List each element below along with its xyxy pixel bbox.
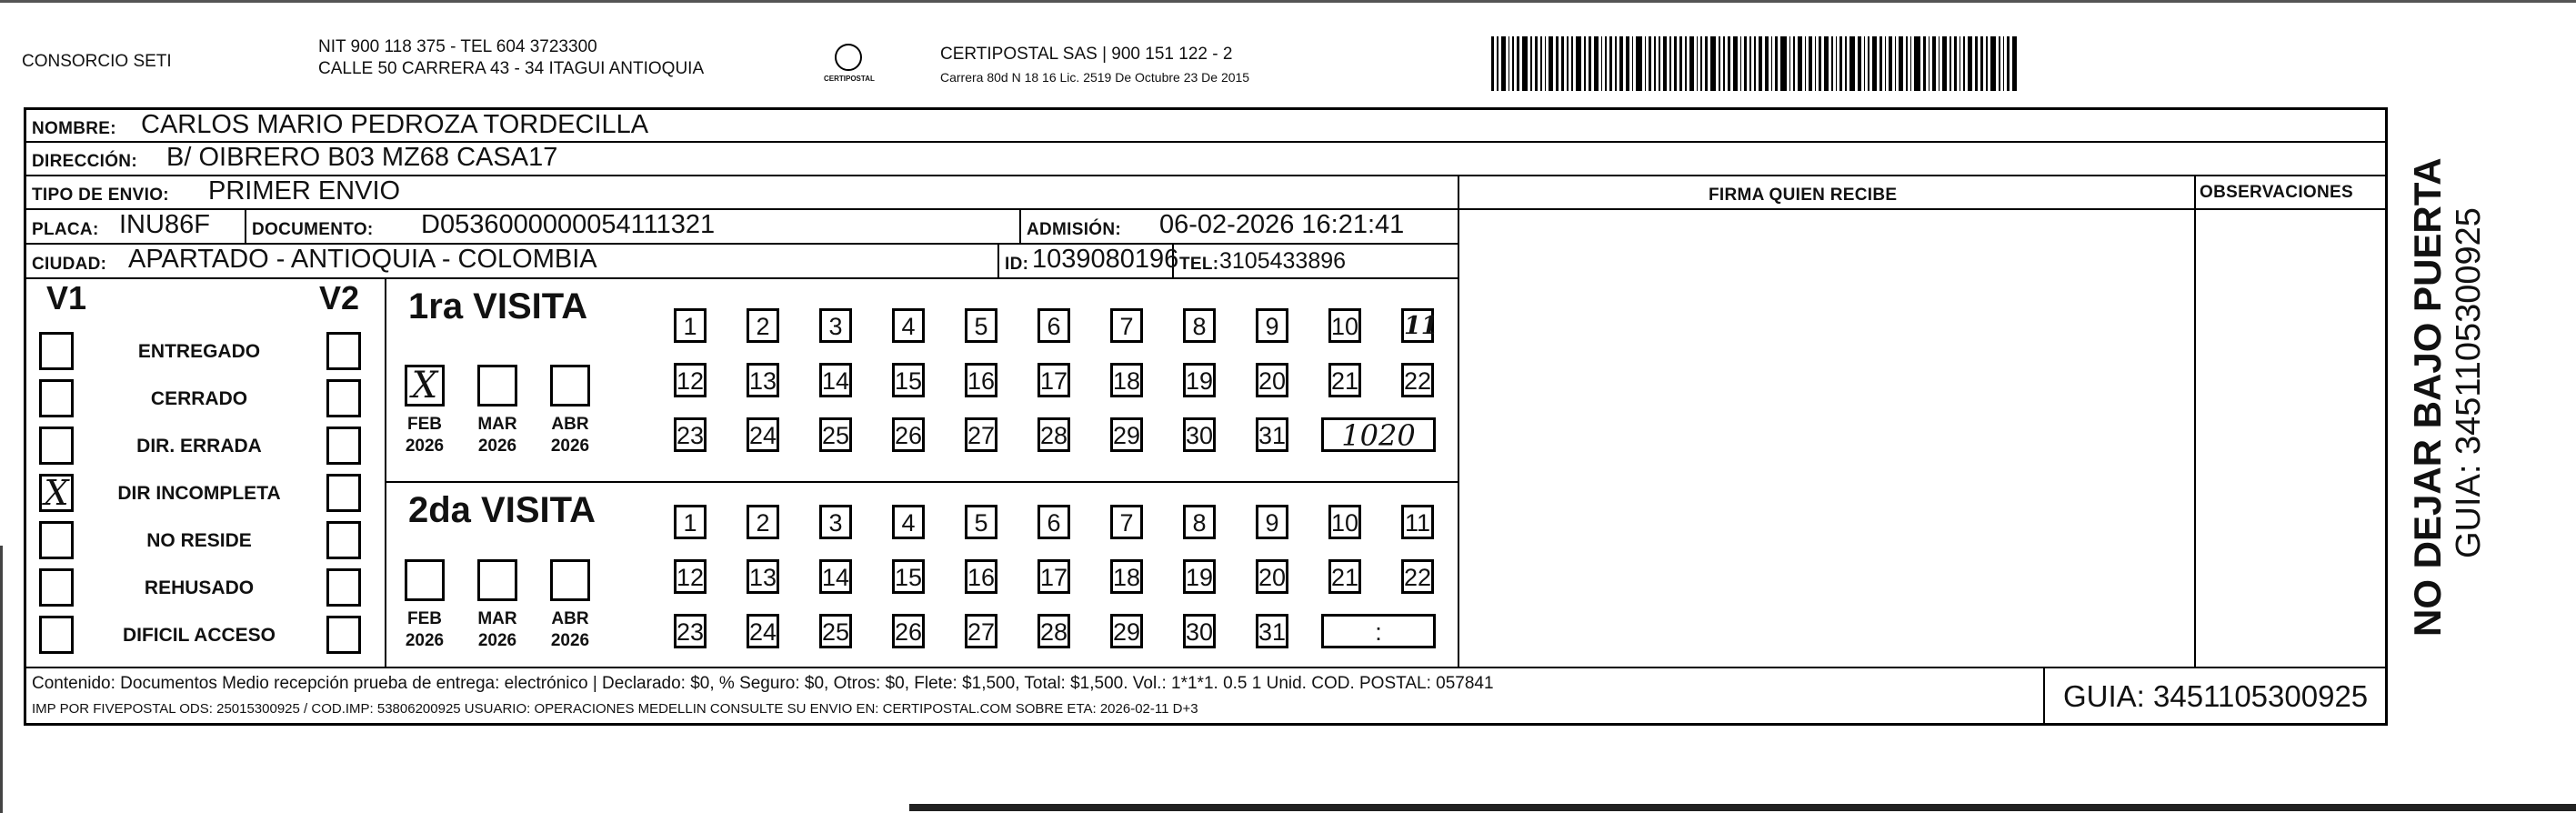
placa-label: PLACA:	[32, 220, 99, 239]
visit1-day-box[interactable]: 21	[1328, 363, 1361, 397]
imp-line: IMP POR FIVEPOSTAL ODS: 25015300925 / COD.IMP: 53806200925 USUARIO: OPERACIONES MEDELLIN CONSULTE SU ENVIO EN: CERTIPOSTAL.COM SOBRE ETA: 2026-02-11 D+3	[32, 701, 1198, 717]
address-line: CALLE 50 CARRERA 43 - 34 ITAGUI ANTIOQUIA	[318, 59, 705, 78]
visit1-day-box[interactable]: 19	[1183, 363, 1216, 397]
month-year: 2026	[550, 437, 590, 456]
visit1-title: 1ra VISITA	[408, 286, 588, 326]
v2-checkbox[interactable]	[326, 616, 361, 654]
status-option-label: CERRADO	[150, 388, 248, 409]
visit1-day-box[interactable]: 11	[1401, 308, 1434, 343]
month-name: MAR	[477, 415, 517, 434]
visit1-day-box[interactable]: 3	[819, 308, 852, 343]
visit1-day-box[interactable]: 29	[1110, 417, 1143, 452]
visit2-day-box[interactable]: 16	[965, 559, 997, 594]
license-line: Carrera 80d N 18 16 Lic. 2519 De Octubre 23 De 2015	[940, 70, 1250, 85]
v2-checkbox[interactable]	[326, 568, 361, 607]
visit1-month-label	[543, 414, 597, 457]
visit2-day-box[interactable]: 21	[1328, 559, 1361, 594]
visit1-month-checkbox[interactable]: X	[405, 365, 445, 406]
visit1-day-box[interactable]: 13	[747, 363, 779, 397]
visit2-day-box[interactable]: 29	[1110, 614, 1143, 648]
visit1-day-box[interactable]: 23	[674, 417, 707, 452]
v1-checkbox[interactable]	[39, 379, 74, 417]
visit2-day-box[interactable]: 11	[1401, 505, 1434, 539]
visit2-day-box[interactable]: 4	[892, 505, 925, 539]
observaciones-label: OBSERVACIONES	[2200, 183, 2353, 202]
visit2-day-box[interactable]: 5	[965, 505, 997, 539]
visit1-day-box[interactable]: 26	[892, 417, 925, 452]
month-year: 2026	[405, 631, 445, 650]
visit1-day-box[interactable]: 30	[1183, 417, 1216, 452]
visit2-time-box[interactable]: :	[1321, 614, 1436, 648]
v1-label: V1	[46, 279, 87, 316]
visit2-day-box[interactable]: 22	[1401, 559, 1434, 594]
visit2-month-checkbox[interactable]	[477, 559, 517, 601]
ciudad-value: APARTADO - ANTIOQUIA - COLOMBIA	[128, 245, 597, 274]
visit1-day-box[interactable]: 1	[674, 308, 707, 343]
logo-text: CERTIPOSTAL	[824, 75, 875, 83]
visit2-day-box[interactable]: 15	[892, 559, 925, 594]
visit1-day-box[interactable]: 7	[1110, 308, 1143, 343]
v2-checkbox[interactable]	[326, 427, 361, 465]
nombre-label: NOMBRE:	[32, 119, 116, 138]
visit1-day-box[interactable]: 22	[1401, 363, 1434, 397]
visit1-day-box[interactable]: 20	[1256, 363, 1288, 397]
v1-checkbox[interactable]	[39, 332, 74, 370]
visit1-day-box[interactable]: 9	[1256, 308, 1288, 343]
month-year: 2026	[477, 631, 517, 650]
visit2-day-box[interactable]: 17	[1037, 559, 1070, 594]
month-year: 2026	[550, 631, 590, 650]
ciudad-label: CIUDAD:	[32, 255, 107, 274]
status-option-label: DIR. ERRADA	[136, 436, 262, 457]
scan-edge-left	[0, 546, 3, 813]
v2-checkbox[interactable]	[326, 521, 361, 559]
visit2-day-box[interactable]: 20	[1256, 559, 1288, 594]
tipo-envio-label: TIPO DE ENVIO:	[32, 186, 169, 205]
visit1-day-box[interactable]: 25	[819, 417, 852, 452]
month-name: FEB	[407, 609, 442, 628]
side-guia: GUIA: 3451105300925	[2450, 207, 2488, 558]
visit2-day-box[interactable]: 1	[674, 505, 707, 539]
v2-label: V2	[319, 279, 360, 316]
month-year: 2026	[405, 437, 445, 456]
v1-checkbox[interactable]: X	[39, 474, 74, 512]
documento-value: D0536000000054111321	[421, 210, 716, 239]
visit2-day-box[interactable]: 28	[1037, 614, 1070, 648]
v1-checkbox[interactable]	[39, 568, 74, 607]
v2-checkbox[interactable]	[326, 379, 361, 417]
visit1-day-box[interactable]: 27	[965, 417, 997, 452]
placa-value: INU86F	[119, 210, 210, 239]
status-option-label: DIFICIL ACCESO	[122, 625, 276, 646]
month-name: ABR	[551, 415, 589, 434]
visit1-day-box[interactable]: 14	[819, 363, 852, 397]
scan-edge-bottom	[909, 804, 2576, 811]
scan-edge-top	[0, 0, 2576, 3]
visit2-month-label	[397, 608, 452, 652]
visit2-day-box[interactable]: 13	[747, 559, 779, 594]
visit2-day-box[interactable]: 27	[965, 614, 997, 648]
visit1-day-box[interactable]: 5	[965, 308, 997, 343]
visit2-day-box[interactable]: 2	[747, 505, 779, 539]
v1-checkbox[interactable]	[39, 616, 74, 654]
visit2-day-box[interactable]: 9	[1256, 505, 1288, 539]
visit1-day-box[interactable]: 17	[1037, 363, 1070, 397]
visit2-day-box[interactable]: 23	[674, 614, 707, 648]
visit2-day-box[interactable]: 6	[1037, 505, 1070, 539]
visit1-day-box[interactable]: 10	[1328, 308, 1361, 343]
visit2-month-label	[543, 608, 597, 652]
visit2-day-box[interactable]: 24	[747, 614, 779, 648]
month-name: MAR	[477, 609, 517, 628]
visit1-day-box[interactable]: 12	[674, 363, 707, 397]
certipostal-line: CERTIPOSTAL SAS | 900 151 122 - 2	[940, 45, 1233, 64]
visit2-day-box[interactable]: 8	[1183, 505, 1216, 539]
v1-checkbox[interactable]	[39, 521, 74, 559]
direccion-value: B/ OIBRERO B03 MZ68 CASA17	[166, 143, 558, 172]
footer-guia: GUIA: 3451105300925	[2063, 679, 2369, 713]
visit1-day-box[interactable]: 15	[892, 363, 925, 397]
visit2-day-box[interactable]: 25	[819, 614, 852, 648]
month-year: 2026	[477, 437, 517, 456]
visit2-month-checkbox[interactable]	[405, 559, 445, 601]
tipo-envio-value: PRIMER ENVIO	[208, 176, 401, 206]
visit1-time-box[interactable]: 1020	[1321, 417, 1436, 452]
visit1-month-checkbox[interactable]	[550, 365, 590, 406]
v1-checkbox[interactable]	[39, 427, 74, 465]
visit2-day-box[interactable]: 18	[1110, 559, 1143, 594]
visit2-title: 2da VISITA	[408, 490, 596, 530]
visit1-day-box[interactable]: 8	[1183, 308, 1216, 343]
visit2-day-box[interactable]: 14	[819, 559, 852, 594]
month-name: ABR	[551, 609, 589, 628]
visit2-day-box[interactable]: 7	[1110, 505, 1143, 539]
visit2-day-box[interactable]: 30	[1183, 614, 1216, 648]
shipping-form	[24, 107, 2388, 726]
visit1-day-box[interactable]: 24	[747, 417, 779, 452]
visit2-month-label	[470, 608, 525, 652]
visit1-day-box[interactable]: 2	[747, 308, 779, 343]
admision-label: ADMISIÓN:	[1027, 220, 1122, 239]
visit1-month-label	[470, 414, 525, 457]
nit-line: NIT 900 118 375 - TEL 604 3723300	[318, 37, 597, 56]
status-option-label: NO RESIDE	[146, 530, 252, 551]
id-value: 1039080196	[1032, 245, 1179, 274]
nombre-value: CARLOS MARIO PEDROZA TORDECILLA	[141, 110, 649, 139]
id-label: ID:	[1005, 255, 1029, 274]
tel-value: 3105433896	[1219, 248, 1347, 274]
firma-label: FIRMA QUIEN RECIBE	[1709, 186, 1898, 205]
visit1-month-checkbox[interactable]	[477, 365, 517, 406]
visit2-day-box[interactable]: 19	[1183, 559, 1216, 594]
month-name: FEB	[407, 415, 442, 434]
barcode	[1491, 36, 2219, 91]
visit2-day-box[interactable]: 26	[892, 614, 925, 648]
visit2-day-box[interactable]: 3	[819, 505, 852, 539]
visit2-month-checkbox[interactable]	[550, 559, 590, 601]
direccion-label: DIRECCIÓN:	[32, 152, 137, 171]
tel-label: TEL:	[1179, 255, 1219, 274]
visit1-day-box[interactable]: 6	[1037, 308, 1070, 343]
visit1-day-box[interactable]: 4	[892, 308, 925, 343]
no-dejar-warning: NO DEJAR BAJO PUERTA	[2406, 157, 2449, 637]
visit1-day-box[interactable]: 18	[1110, 363, 1143, 397]
certipostal-logo-icon	[835, 44, 862, 71]
v2-checkbox[interactable]	[326, 332, 361, 370]
status-option-label: ENTREGADO	[137, 341, 261, 362]
documento-label: DOCUMENTO:	[252, 220, 374, 239]
visit1-day-box[interactable]: 16	[965, 363, 997, 397]
visit2-day-box[interactable]: 12	[674, 559, 707, 594]
visit2-day-box[interactable]: 31	[1256, 614, 1288, 648]
status-option-label: REHUSADO	[144, 577, 255, 598]
visit2-day-box[interactable]: 10	[1328, 505, 1361, 539]
company-name: CONSORCIO SETI	[22, 52, 172, 71]
visit1-day-box[interactable]: 28	[1037, 417, 1070, 452]
visit1-day-box[interactable]: 31	[1256, 417, 1288, 452]
v2-checkbox[interactable]	[326, 474, 361, 512]
status-option-label: DIR INCOMPLETA	[117, 483, 281, 504]
admision-value: 06-02-2026 16:21:41	[1159, 210, 1405, 239]
contenido-line: Contenido: Documentos Medio recepción prueba de entrega: electrónico | Declarado: $0, % Seguro: $0, Otros: $0, Flete: $1,500, Total: $1,500. Vol.: 1*1*1. 0.5 1 Unid. COD. POSTAL: 057841	[32, 674, 1494, 693]
visit1-month-label	[397, 414, 452, 457]
